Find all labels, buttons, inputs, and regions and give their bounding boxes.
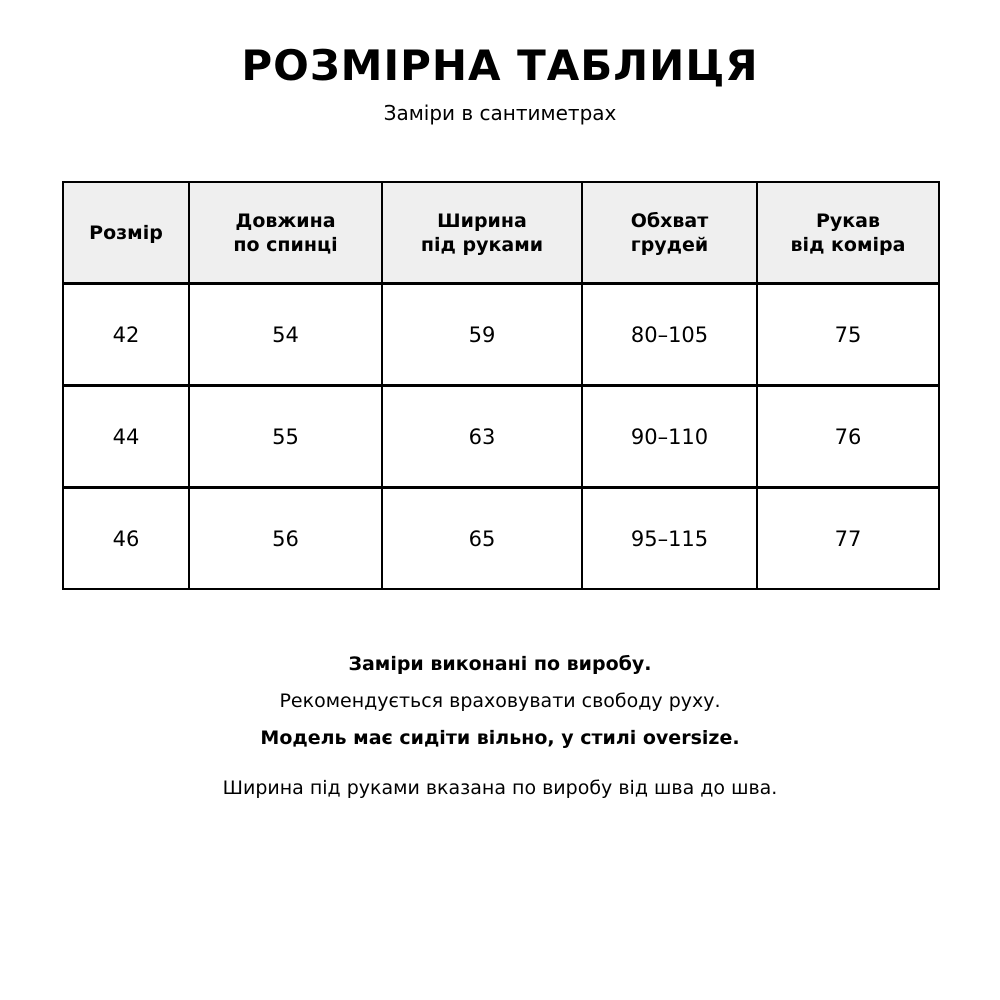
- column-header-line: Ширина: [437, 209, 527, 232]
- note-underarm-width: Ширина під руками вказана по виробу від шва до шва.: [222, 777, 778, 799]
- table-row: [63, 488, 939, 590]
- column-header-line: Обхват: [630, 209, 709, 232]
- column-header-line: під руками: [420, 233, 544, 256]
- table-row: [63, 386, 939, 488]
- table-header-row: [63, 182, 939, 284]
- table-cell-chest: 90–110: [582, 386, 757, 488]
- column-header-line: Довжина: [235, 209, 336, 232]
- page-subtitle: Заміри в сантиметрах: [383, 101, 617, 125]
- table-row: [63, 284, 939, 386]
- note-freedom-of-movement: Рекомендується враховувати свободу руху.: [279, 690, 721, 712]
- column-header-line: по спинці: [233, 233, 338, 256]
- table-cell-size: 46: [63, 488, 189, 590]
- column-header-line: Рукав: [815, 209, 881, 232]
- table-cell-underarm-width: 63: [382, 386, 582, 488]
- column-header-chest: [582, 182, 757, 284]
- column-header-line: Розмір: [89, 221, 163, 244]
- table-cell-chest: 95–115: [582, 488, 757, 590]
- table-cell-underarm-width: 59: [382, 284, 582, 386]
- table-cell-back-length: 56: [189, 488, 382, 590]
- column-header-back-length: [189, 182, 382, 284]
- table-cell-sleeve: 75: [757, 284, 939, 386]
- column-header-underarm-width: [382, 182, 582, 284]
- table-cell-underarm-width: 65: [382, 488, 582, 590]
- table-cell-chest: 80–105: [582, 284, 757, 386]
- page-title: РОЗМІРНА ТАБЛИЦЯ: [241, 41, 759, 90]
- table-cell-sleeve: 77: [757, 488, 939, 590]
- note-measured-by-item: Заміри виконані по виробу.: [348, 653, 652, 675]
- size-table: [62, 181, 940, 590]
- column-header-line: грудей: [630, 233, 709, 256]
- table-cell-back-length: 54: [189, 284, 382, 386]
- table-cell-size: 44: [63, 386, 189, 488]
- column-header-line: від коміра: [790, 233, 906, 256]
- column-header-size: [63, 182, 189, 284]
- table-cell-back-length: 55: [189, 386, 382, 488]
- table-cell-size: 42: [63, 284, 189, 386]
- table-cell-sleeve: 76: [757, 386, 939, 488]
- column-header-sleeve: [757, 182, 939, 284]
- note-oversize-fit: Модель має сидіти вільно, у стилі oversize.: [260, 727, 740, 749]
